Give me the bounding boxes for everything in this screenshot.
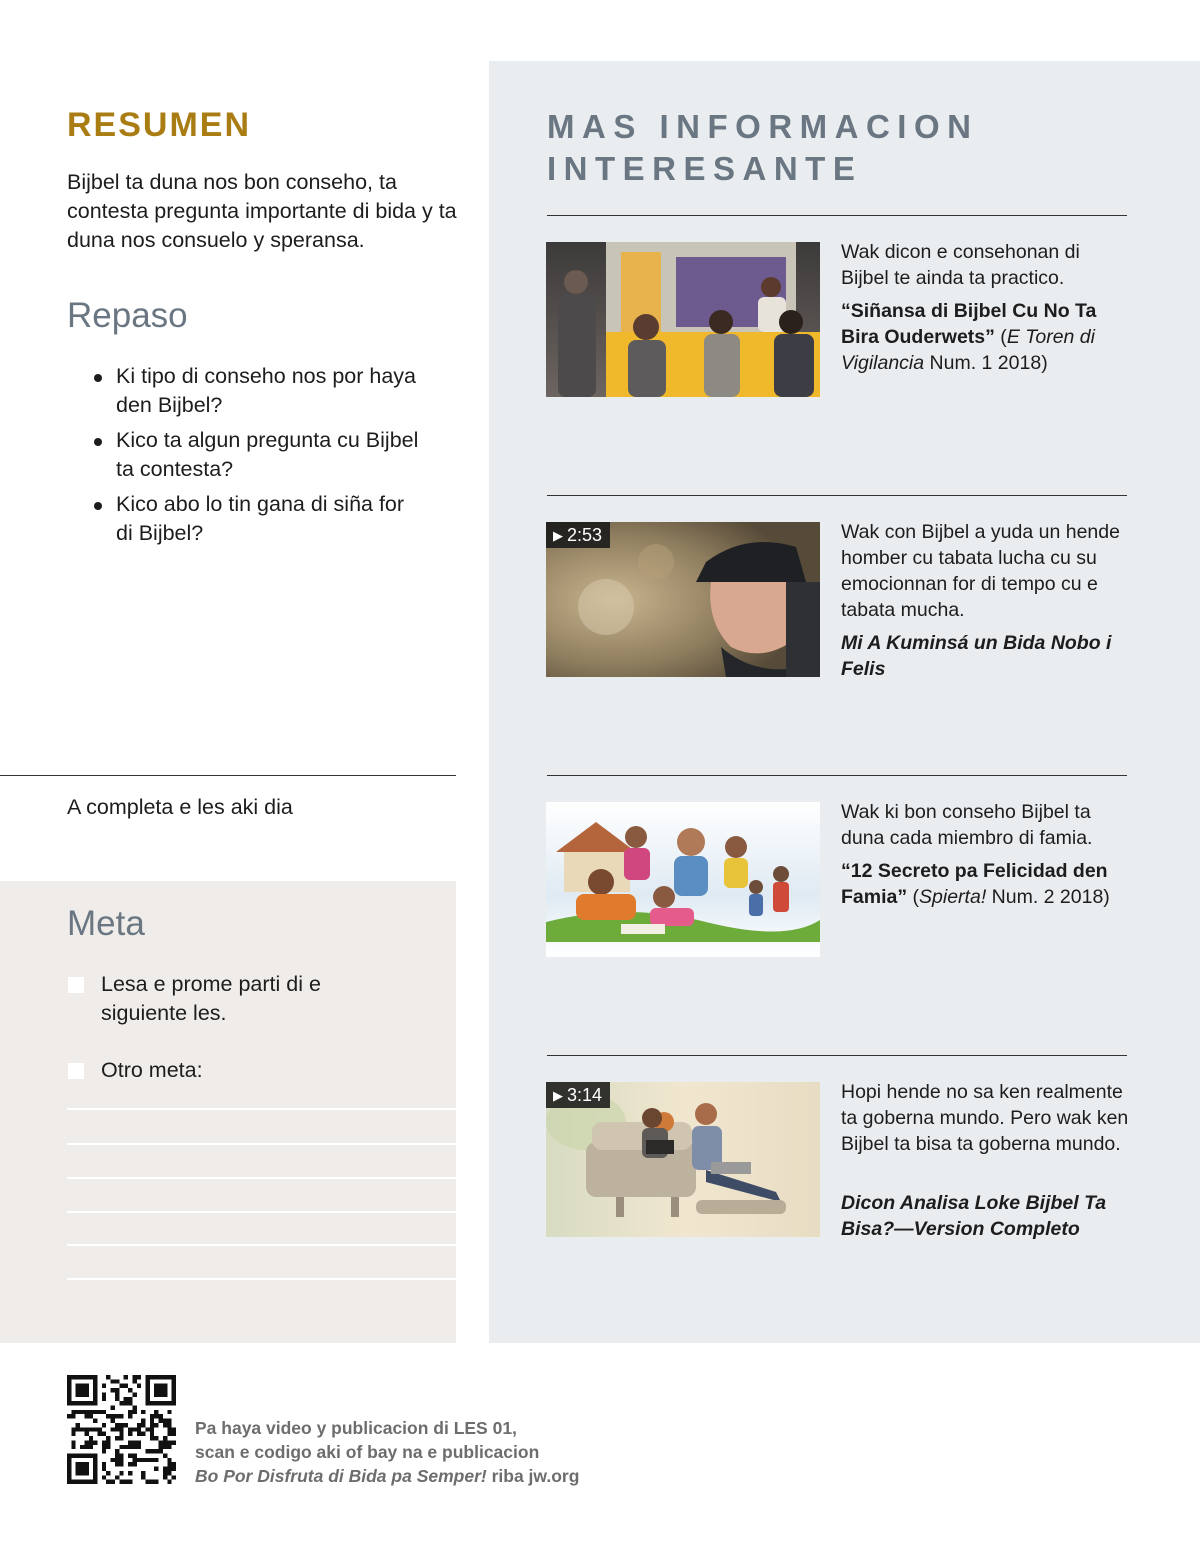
footer-note — [195, 1416, 579, 1488]
divider — [547, 495, 1127, 496]
article-title[interactable]: “12 Secreto pa Felicidad den Famia” — [841, 860, 1108, 908]
publication-issue: Num. 1 2018) — [924, 352, 1048, 374]
more-info-heading-line: INTERESANTE — [547, 150, 863, 187]
write-in-line[interactable] — [67, 1211, 456, 1213]
qr-code-icon[interactable] — [67, 1375, 176, 1484]
divider — [547, 1055, 1127, 1056]
item-description: Hopi hende no sa ken realmente ta goberna mundo. Pero wak ken Bijbel ta bisa ta goberna mundo. — [841, 1081, 1129, 1155]
goal-checkbox-icon[interactable] — [68, 1063, 84, 1079]
write-in-line[interactable] — [67, 1143, 456, 1145]
article-title[interactable]: “Siñansa di Bijbel Cu No Ta Bira Ouderwets” — [841, 300, 1097, 348]
more-info-heading-line: MAS INFORMACION — [547, 108, 979, 145]
publication-link[interactable]: Bo Por Disfruta di Bida pa Semper! — [195, 1466, 487, 1486]
video-duration: 3:14 — [567, 1085, 603, 1105]
goal-checkbox-icon[interactable] — [68, 977, 84, 993]
divider — [547, 215, 1127, 216]
goal-option-text: Lesa e prome parti di e siguiente les. — [101, 972, 321, 1025]
divider — [0, 775, 456, 776]
review-list — [92, 362, 422, 554]
article-reference[interactable] — [841, 298, 1131, 376]
summary-heading: RESUMEN — [67, 106, 252, 144]
write-in-line[interactable] — [67, 1278, 456, 1280]
write-in-line[interactable] — [67, 1177, 456, 1179]
review-question: Kico abo lo tin gana di siña for di Bijbel? — [92, 490, 422, 548]
goal-option-text: Otro meta: — [101, 1058, 203, 1082]
goal-heading: Meta — [67, 904, 145, 943]
video-duration-badge — [546, 1082, 610, 1108]
footer-site: riba jw.org — [486, 1466, 580, 1486]
video-thumbnail[interactable] — [546, 522, 820, 677]
video-duration: 2:53 — [567, 525, 603, 545]
article-source: ( — [994, 326, 1007, 348]
footer-line: scan e codigo aki of bay na e publicacion — [195, 1442, 540, 1462]
summary-text: Bijbel ta duna nos bon conseho, ta contesta pregunta importante di bida y ta duna nos consuelo y speransa. — [67, 170, 457, 252]
item-description: Wak ki bon conseho Bijbel ta duna cada miembro di famia. — [841, 801, 1093, 849]
train-station-image — [546, 242, 820, 397]
qr-code-graphic — [67, 1375, 176, 1484]
review-question: Ki tipo di conseho nos por haya den Bijbel? — [92, 362, 422, 420]
write-in-line[interactable] — [67, 1244, 456, 1246]
family-illustration-image — [546, 802, 820, 957]
goal-box — [0, 881, 456, 1343]
footer-line — [195, 1464, 579, 1488]
footer-line: Pa haya video y publicacion di LES 01, — [195, 1418, 517, 1438]
item-description: Wak dicon e consehonan di Bijbel te ainda ta practico. — [841, 241, 1080, 289]
article-thumbnail[interactable] — [546, 802, 820, 957]
video-duration-badge — [546, 522, 610, 548]
divider — [547, 775, 1127, 776]
article-reference[interactable] — [841, 858, 1131, 910]
article-source: ( — [907, 886, 920, 908]
video-title[interactable]: Dicon Analisa Loke Bijbel Ta Bisa?—Version Completo — [841, 1192, 1107, 1240]
publication-name: Spierta! — [919, 886, 987, 908]
review-question: Kico ta algun pregunta cu Bijbel ta contesta? — [92, 426, 422, 484]
more-info-heading — [547, 106, 1107, 190]
video-thumbnail[interactable] — [546, 1082, 820, 1237]
article-thumbnail[interactable] — [546, 242, 820, 397]
play-icon: ▶ — [553, 528, 563, 543]
publication-issue: Num. 2 2018) — [986, 886, 1110, 908]
completed-date-label: A completa e les aki dia — [67, 795, 293, 819]
review-heading: Repaso — [67, 296, 188, 335]
play-icon: ▶ — [553, 1088, 563, 1103]
video-title[interactable]: Mi A Kuminsá un Bida Nobo i Felis — [841, 632, 1112, 680]
item-description: Wak con Bijbel a yuda un hende homber cu tabata lucha cu su emocionnan for di tempo cu e tabata mucha. — [841, 521, 1120, 621]
write-in-line[interactable] — [67, 1108, 456, 1110]
publication-name: E Toren di Vigilancia — [841, 326, 1095, 374]
